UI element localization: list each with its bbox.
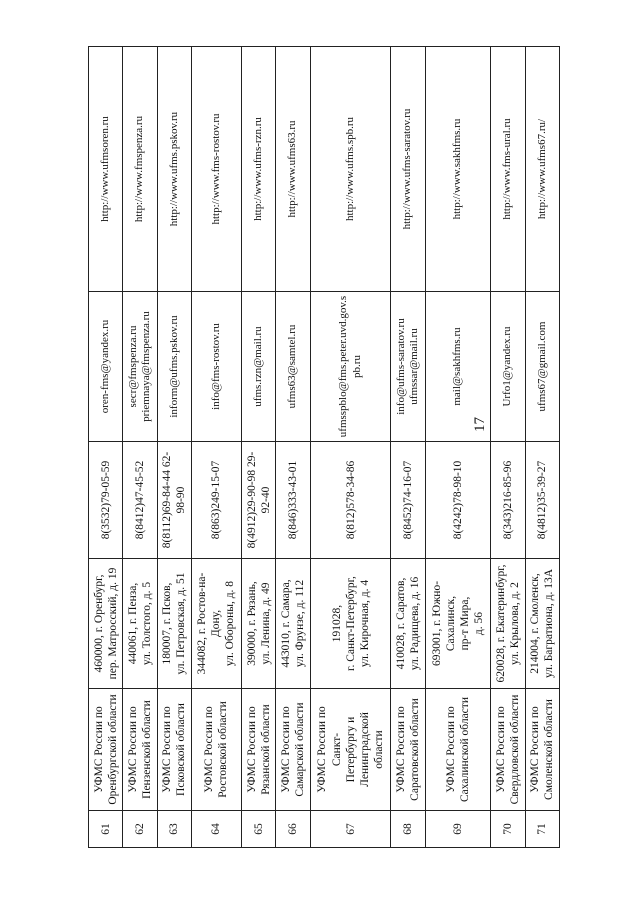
office-phone: 8(4912)29-90-98 29-92-40: [241, 442, 275, 559]
office-address-line: ул. Багратиона, д. 13А: [543, 568, 556, 679]
registry-sheet: [88, 47, 560, 848]
page-number: 17: [472, 417, 488, 432]
office-website: http://www.ufms-saratov.ru: [391, 47, 425, 292]
office-address-line: ул. Петровская, д. 51: [175, 572, 188, 675]
office-phone: 8(8412)47-45-52: [123, 442, 157, 559]
table-row: [491, 47, 525, 848]
office-address: [157, 559, 191, 689]
office-address-line: пер. Матросский, д. 19: [106, 567, 119, 680]
office-name: [89, 689, 123, 811]
row-number: 69: [425, 811, 490, 848]
office-name-line: Саратовской области: [409, 698, 422, 801]
table-row: [157, 47, 191, 848]
office-name-line: Смоленской области: [543, 699, 556, 800]
office-address-line: пр-т Мира,: [459, 596, 471, 651]
office-email: inform@ufms.pskov.ru: [157, 292, 191, 442]
office-address: [491, 559, 525, 689]
office-address: [241, 559, 275, 689]
office-phone: 8(863)249-15-07: [192, 442, 242, 559]
office-name-line: УФМС России по: [127, 706, 139, 793]
office-website: http://www.fms-rostov.ru: [192, 47, 242, 292]
office-address-line: 443010, г. Самара,: [279, 579, 292, 668]
office-name-line: Сахалинской области: [459, 697, 471, 802]
table-row: [525, 47, 559, 848]
row-number: 64: [192, 811, 242, 848]
office-website: http://www.ufms.spb.ru: [310, 47, 391, 292]
table-row: [192, 47, 242, 848]
office-address-line: г. Санкт-Петербург,: [344, 576, 357, 671]
row-number: 66: [276, 811, 310, 848]
office-name-line: Петербургу и: [344, 716, 357, 783]
office-address-line: ул. Ленина, д. 49: [259, 582, 272, 665]
office-address-line: 191028,: [330, 604, 343, 643]
office-name-line: УФМС России по Санкт-: [316, 706, 343, 793]
office-address-line: 214004, г. Смоленск,: [529, 573, 542, 674]
office-name-line: Пензенской области: [141, 700, 154, 799]
office-phone: 8(812)578-34-86: [310, 442, 391, 559]
office-name: [525, 689, 559, 811]
table-row: [310, 47, 391, 848]
office-address-line: ул. Обороны, д. 8: [224, 580, 237, 667]
row-number: 71: [525, 811, 559, 848]
office-address-line: 460000, г. Оренбург,: [92, 574, 105, 673]
office-name-line: УФМС России по: [279, 706, 292, 793]
office-address: [425, 559, 490, 689]
office-email: oren-fms@yandex.ru: [89, 292, 123, 442]
office-name: [241, 689, 275, 811]
office-name-line: Ростовской области: [217, 701, 230, 798]
office-name-line: УФМС России по: [529, 706, 542, 793]
office-website: http://www.fms-ural.ru: [491, 47, 525, 292]
office-website: http://www.ufmsoren.ru: [89, 47, 123, 292]
office-name: [310, 689, 391, 811]
registry-table-body: [89, 47, 560, 848]
office-name-line: Рязанской области: [259, 704, 272, 795]
office-name: [425, 689, 490, 811]
table-row: [391, 47, 425, 848]
office-address: [89, 559, 123, 689]
office-phone: 8(3532)79-05-59: [89, 442, 123, 559]
office-email: ufms67@gmail.com: [525, 292, 559, 442]
registry-table: [88, 46, 560, 848]
office-website: http://www.ufms67.ru/: [525, 47, 559, 292]
office-address-line: ул. Толстого, д. 5: [141, 581, 154, 666]
row-number: 62: [123, 811, 157, 848]
office-address: [525, 559, 559, 689]
office-address-line: д. 56: [473, 611, 486, 636]
office-name-line: УФМС России по: [245, 706, 258, 793]
office-phone: 8(8112)69-84-44 62-98-90: [157, 442, 191, 559]
office-address-line: ул. Радищева, д. 16: [409, 576, 422, 671]
office-email: Urfo1@yandex.ru: [491, 292, 525, 442]
office-name: [157, 689, 191, 811]
office-email: mail@sakhfms.ru: [425, 292, 490, 442]
office-address: [276, 559, 310, 689]
office-name-line: Ленинградской области: [358, 712, 385, 787]
office-address-line: ул. Фрунзе, д. 112: [293, 579, 306, 668]
office-name-line: УФМС России по: [92, 706, 105, 793]
office-website: http://www.ufms63.ru: [276, 47, 310, 292]
office-address-line: 344082, г. Ростов-на-Дону,: [196, 572, 223, 675]
office-phone: 8(4812)35-39-27: [525, 442, 559, 559]
office-website: http://www.ufms.pskov.ru: [157, 47, 191, 292]
office-address-line: ул. Кирочная, д. 4: [358, 579, 371, 668]
office-address: [123, 559, 157, 689]
office-address: [391, 559, 425, 689]
table-row: [89, 47, 123, 848]
office-name-line: УФМС России по: [161, 706, 174, 793]
office-name-line: Оренбургской области: [106, 694, 119, 805]
row-number: 65: [241, 811, 275, 848]
table-row: [425, 47, 490, 848]
office-address-line: 620028, г. Екатеринбург,: [494, 564, 507, 683]
office-address: [192, 559, 242, 689]
office-phone: 8(4242)78-98-10: [425, 442, 490, 559]
office-name-line: УФМС России по: [494, 706, 507, 793]
office-address-line: 390000, г. Рязань,: [245, 581, 258, 666]
table-row: [241, 47, 275, 848]
office-name: [192, 689, 242, 811]
office-email: info@ufms-saratov.ru ufmssar@mail.ru: [391, 292, 425, 442]
row-number: 67: [310, 811, 391, 848]
office-name: [123, 689, 157, 811]
office-address-line: 440061, г. Пенза,: [127, 582, 139, 665]
table-row: [123, 47, 157, 848]
office-name-line: Самарской области: [293, 702, 306, 797]
office-email: info@fms-rostov.ru: [192, 292, 242, 442]
office-name: [276, 689, 310, 811]
office-address-line: 693001, г. Южно-Сахалинск,: [430, 580, 457, 667]
office-email: ufms63@samtel.ru: [276, 292, 310, 442]
row-number: 61: [89, 811, 123, 848]
office-phone: 8(846)333-43-01: [276, 442, 310, 559]
office-name-line: УФМС России по: [203, 706, 216, 793]
office-address-line: ул. Крылова, д. 2: [508, 582, 521, 665]
office-email: ufmsspblo@fms.peter.uvd.gov.spb.ru: [310, 292, 391, 442]
office-website: http://www.sakhfms.ru: [425, 47, 490, 292]
office-phone: 8(8452)74-16-07: [391, 442, 425, 559]
office-address: [310, 559, 391, 689]
office-name-line: УФМС России по: [395, 706, 408, 793]
office-name: [391, 689, 425, 811]
office-phone: 8(343)216-85-96: [491, 442, 525, 559]
office-email: secr@fmspenza.ru priemnaya@fmspenza.ru: [123, 292, 157, 442]
office-email: ufms.rzn@mail.ru: [241, 292, 275, 442]
office-website: http://www.ufms-rzn.ru: [241, 47, 275, 292]
office-name-line: Свердловской области: [508, 694, 521, 805]
office-name-line: Псковской области: [175, 703, 188, 796]
row-number: 68: [391, 811, 425, 848]
office-name-line: УФМС России по: [444, 706, 457, 793]
office-website: http://www.fmspenza.ru: [123, 47, 157, 292]
office-address-line: 410028, г. Саратов,: [395, 577, 408, 670]
office-name: [491, 689, 525, 811]
row-number: 70: [491, 811, 525, 848]
office-address-line: 180007, г. Псков,: [161, 582, 174, 665]
table-row: [276, 47, 310, 848]
row-number: 63: [157, 811, 191, 848]
